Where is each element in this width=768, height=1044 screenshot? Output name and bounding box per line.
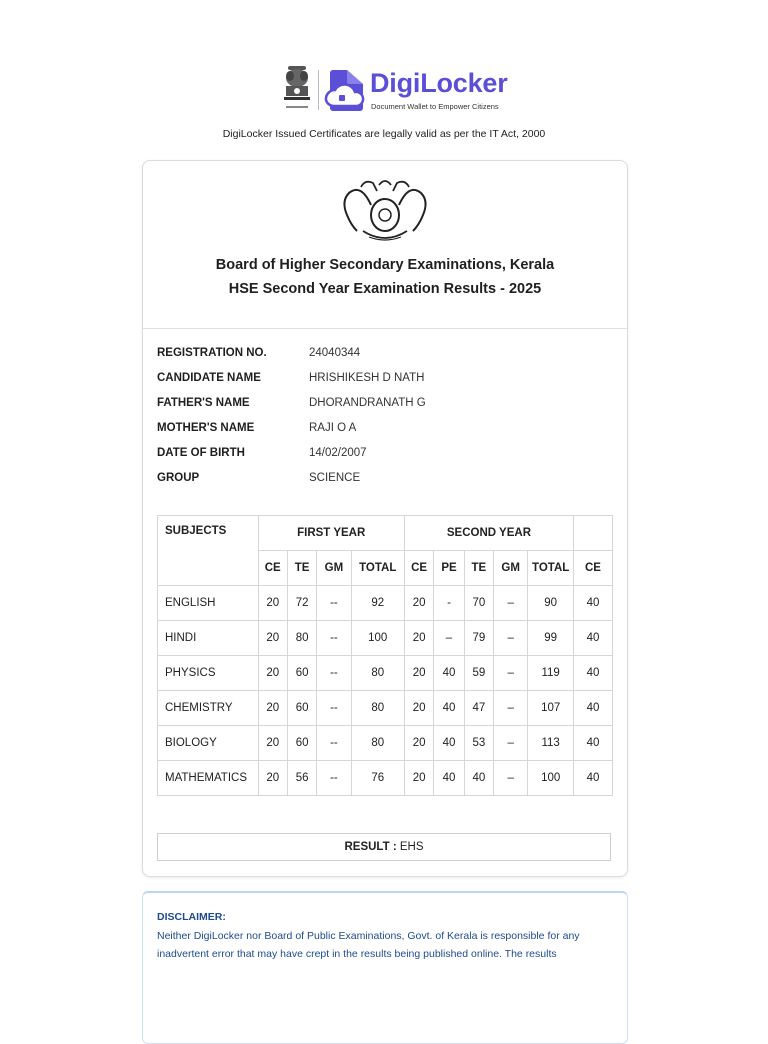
mark-cell: 20 [404,586,433,621]
mark-cell: 100 [351,621,404,656]
table-row [158,621,613,656]
subject-cell: HINDI [158,621,259,656]
table-row [158,691,613,726]
mark-cell: 20 [258,726,287,761]
mark-cell: 60 [287,691,316,726]
mark-cell: 99 [528,621,574,656]
mark-cell: 20 [404,691,433,726]
mark-cell: 76 [351,761,404,796]
mark-cell: 40 [434,761,464,796]
result-label: RESULT : [344,841,397,853]
mark-cell: 40 [434,656,464,691]
subject-cell: MATHEMATICS [158,761,259,796]
detail-label: MOTHER'S NAME [157,422,255,434]
detail-value: 14/02/2007 [309,447,367,459]
board-title: Board of Higher Secondary Examinations, Kerala [215,257,555,273]
column-header: GM [494,551,528,586]
disclaimer-title: DISCLAIMER: [157,911,226,923]
mark-cell: – [434,621,464,656]
result-box [157,833,611,861]
validity-note: DigiLocker Issued Certificates are legally valid as per the IT Act, 2000 [222,128,546,140]
mark-cell: 20 [258,761,287,796]
column-header: CE [258,551,287,586]
column-header: CE [404,551,433,586]
column-header: TE [287,551,316,586]
mark-cell: 119 [528,656,574,691]
mark-cell: 20 [258,691,287,726]
section-divider [143,328,627,329]
mark-cell: – [494,726,528,761]
mark-cell: 53 [464,726,493,761]
mark-cell: -- [317,726,351,761]
mark-cell: 80 [351,656,404,691]
mark-cell: 40 [434,691,464,726]
subject-cell: ENGLISH [158,586,259,621]
exam-title: HSE Second Year Examination Results - 2025 [228,281,542,297]
page-header [0,62,768,122]
mark-cell: – [494,761,528,796]
mark-cell: 70 [464,586,493,621]
extra-year-header [573,516,612,551]
mark-cell: 40 [464,761,493,796]
column-header: CE [573,551,612,586]
mark-cell: 100 [528,761,574,796]
column-header: TE [464,551,493,586]
mark-cell: -- [317,621,351,656]
detail-value: 24040344 [309,347,361,359]
mark-cell: 20 [258,621,287,656]
mark-cell: 20 [258,656,287,691]
disclaimer-box [142,891,628,1044]
marks-table-scroll[interactable] [157,515,613,801]
mark-cell: 40 [573,691,612,726]
mark-cell: – [494,656,528,691]
detail-label: REGISTRATION NO. [157,347,267,359]
mark-cell: 80 [287,621,316,656]
mark-cell: 107 [528,691,574,726]
mark-cell: 92 [351,586,404,621]
brand-tagline: Document Wallet to Empower Citizens [371,102,499,111]
mark-cell: – [494,586,528,621]
mark-cell: 20 [404,656,433,691]
brand-name: DigiLocker [370,68,508,98]
subject-cell: BIOLOGY [158,726,259,761]
subject-cell: PHYSICS [158,656,259,691]
subject-cell: CHEMISTRY [158,691,259,726]
detail-value: DHORANDRANATH G [309,397,426,409]
mark-cell: 60 [287,656,316,691]
mark-cell: 72 [287,586,316,621]
mark-cell: 20 [404,726,433,761]
digilocker-logo-icon [323,66,367,112]
detail-label: FATHER'S NAME [157,397,250,409]
first-year-header: FIRST YEAR [258,516,404,551]
column-header: GM [317,551,351,586]
kerala-emblem-icon [339,175,431,241]
mark-cell: – [494,621,528,656]
mark-cell: 60 [287,726,316,761]
mark-cell: 90 [528,586,574,621]
detail-label: GROUP [157,472,200,484]
table-row [158,586,613,621]
mark-cell: 113 [528,726,574,761]
mark-cell: 40 [573,656,612,691]
mark-cell: 80 [351,726,404,761]
detail-label: DATE OF BIRTH [157,447,245,459]
mark-cell: -- [317,586,351,621]
detail-value: RAJI O A [309,422,357,434]
mark-cell: 20 [258,586,287,621]
result-value: EHS [399,841,424,853]
column-header: TOTAL [528,551,574,586]
mark-cell: 59 [464,656,493,691]
mark-cell: 40 [434,726,464,761]
column-header: PE [434,551,464,586]
mark-cell: 20 [404,621,433,656]
mark-cell: -- [317,656,351,691]
mark-cell: 40 [573,621,612,656]
mark-cell: 56 [287,761,316,796]
second-year-header: SECOND YEAR [404,516,573,551]
detail-value: SCIENCE [309,472,361,484]
mark-cell: 79 [464,621,493,656]
detail-value: HRISHIKESH D NATH [309,372,425,384]
mark-cell: 40 [573,586,612,621]
mark-cell: 80 [351,691,404,726]
table-row [158,726,613,761]
marks-table [157,515,613,796]
table-row [158,656,613,691]
subjects-header: SUBJECTS [158,516,259,586]
result-card [142,160,628,877]
mark-cell: – [494,691,528,726]
disclaimer-text: Neither DigiLocker nor Board of Public Examinations, Govt. of Kerala is responsible for any inadvertent error that may have crept in the results being published online. The results [157,930,580,960]
column-header: TOTAL [351,551,404,586]
national-emblem-icon [280,64,314,114]
detail-label: CANDIDATE NAME [157,372,261,384]
mark-cell: 47 [464,691,493,726]
mark-cell: -- [317,691,351,726]
mark-cell: 40 [573,761,612,796]
header-divider [318,70,319,110]
mark-cell: 40 [573,726,612,761]
table-row [158,761,613,796]
mark-cell: 20 [404,761,433,796]
mark-cell: - [434,586,464,621]
mark-cell: -- [317,761,351,796]
